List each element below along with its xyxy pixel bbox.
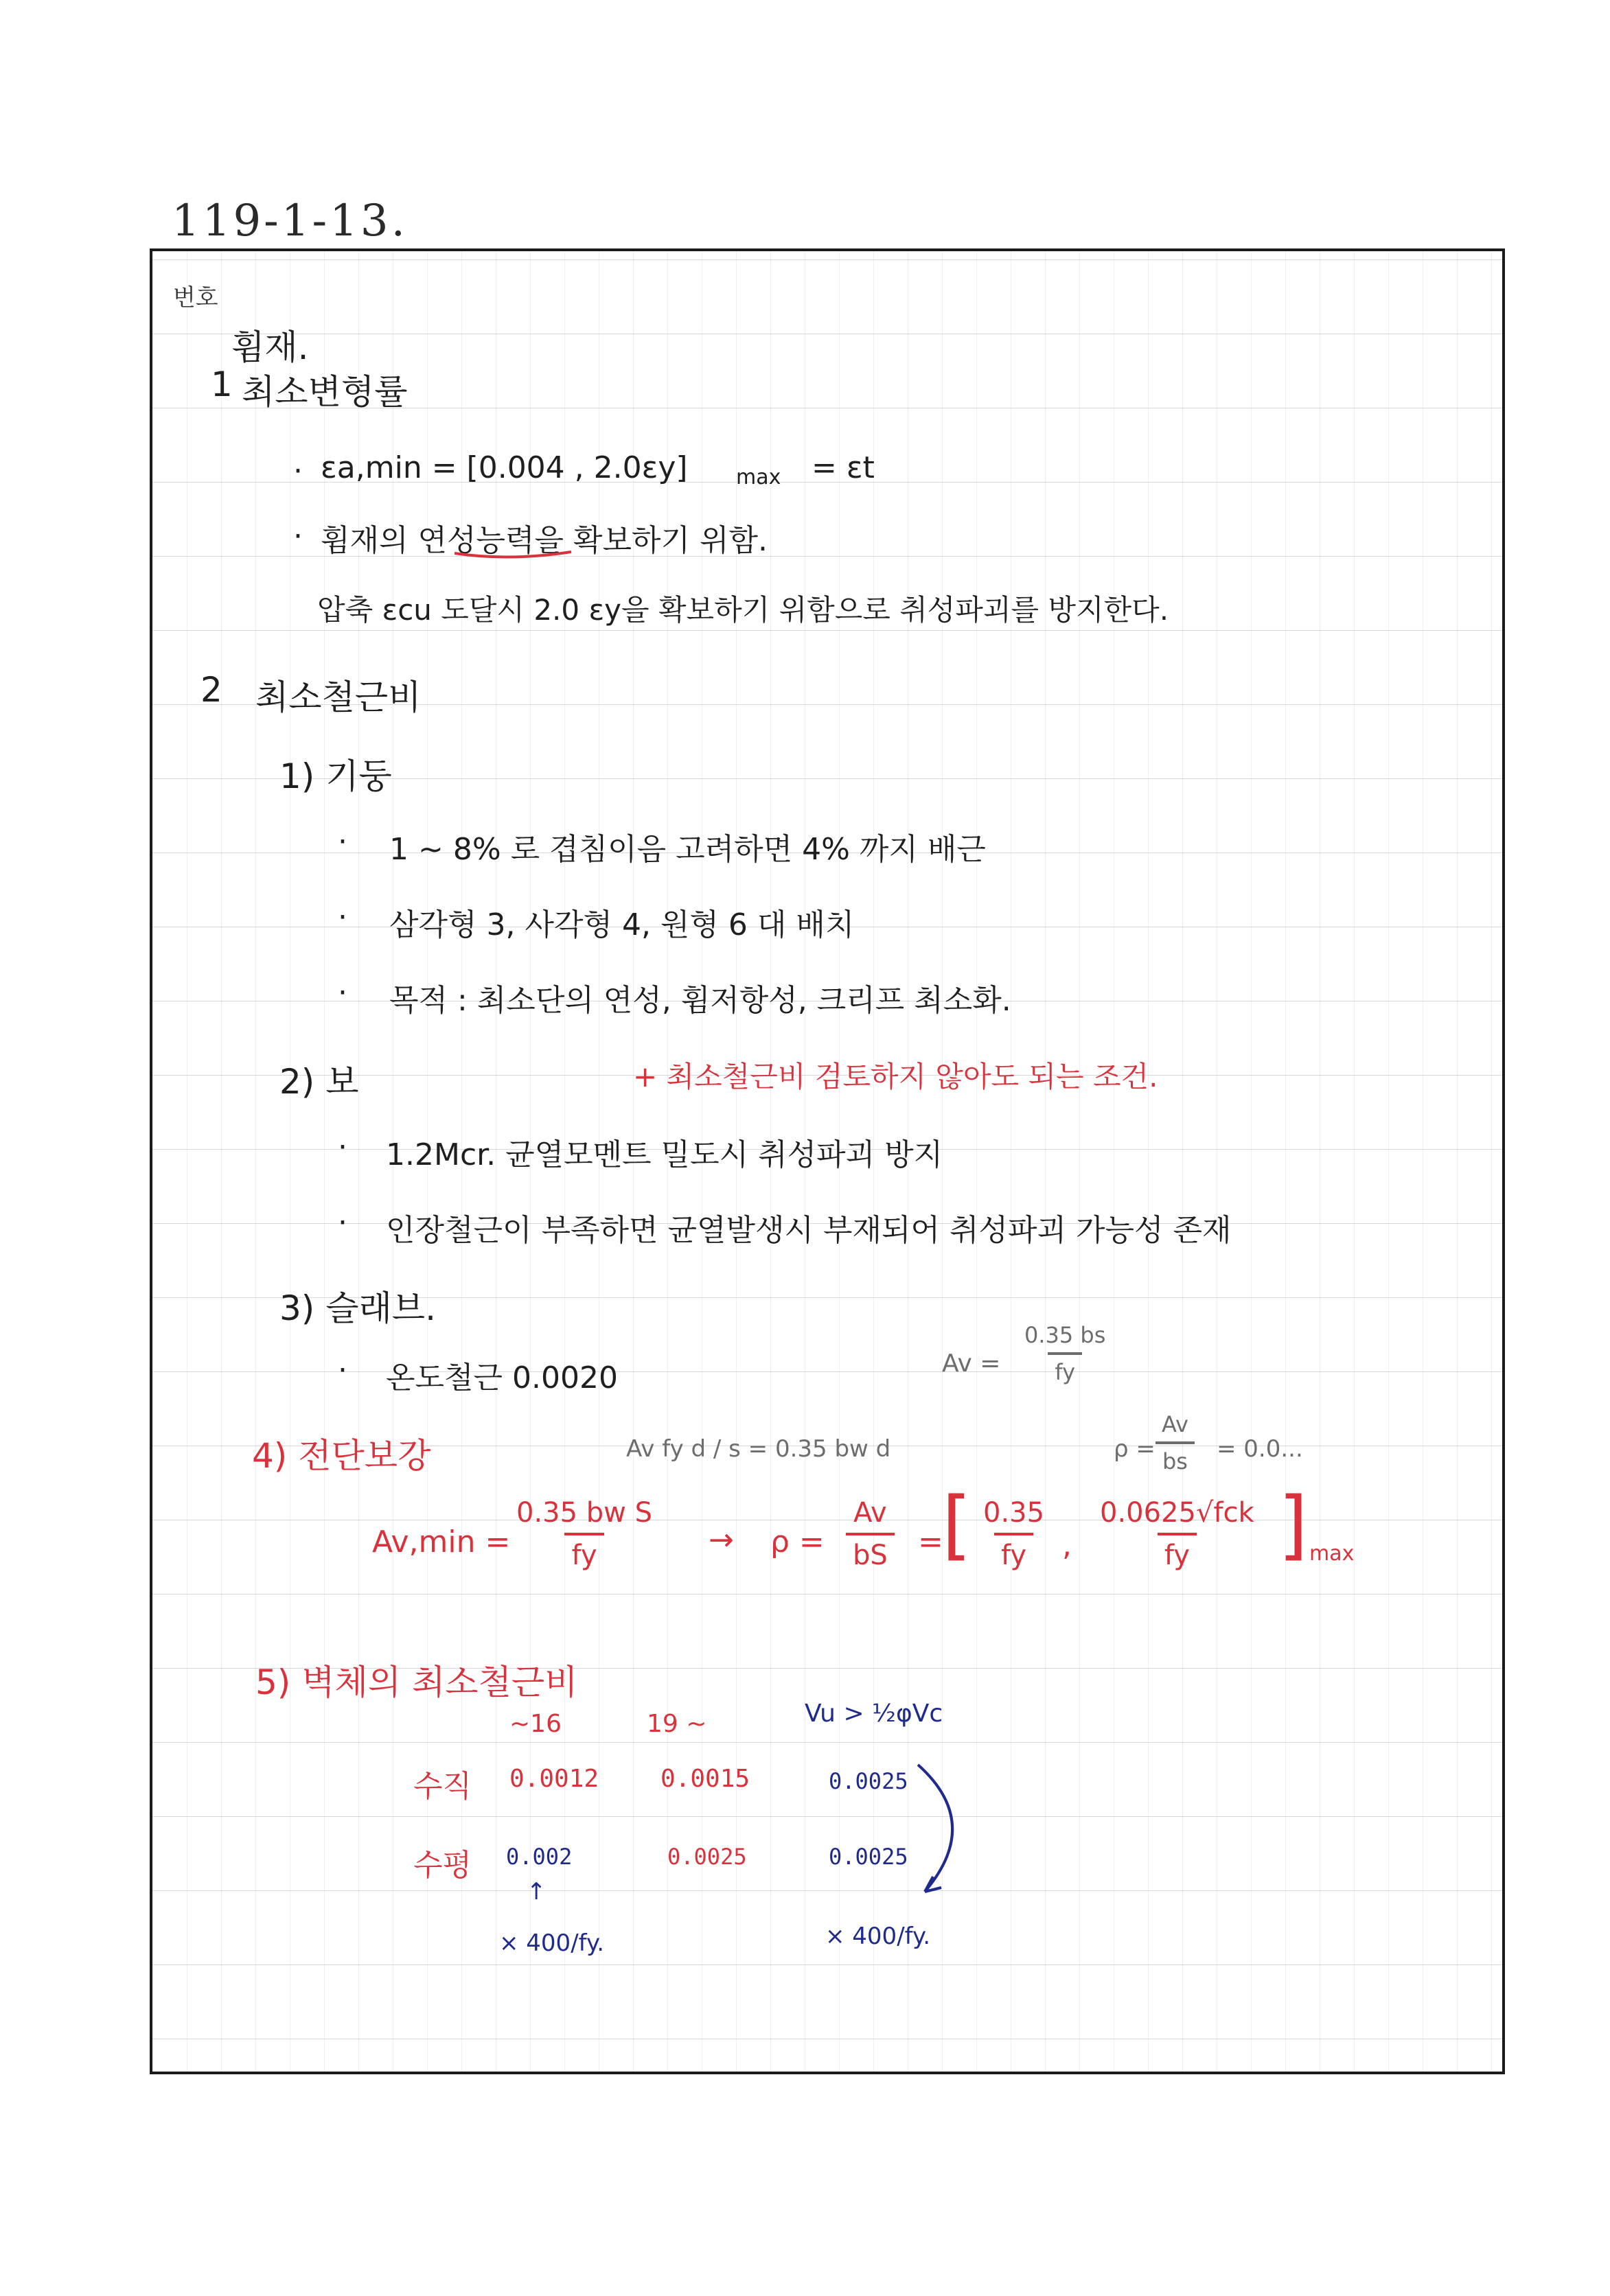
- wall-note-1: × 400/fy.: [499, 1929, 605, 1957]
- slab-bullet-1: ·: [338, 1353, 347, 1388]
- shear-gray-tail: = 0.0...: [1217, 1435, 1303, 1463]
- column-item-1: 1 ~ 8% 로 겹침이음 고려하면 4% 까지 배근: [389, 832, 986, 867]
- wall-row2-v3: 0.0025: [829, 1844, 908, 1870]
- wall-row1-v3: 0.0025: [829, 1768, 908, 1794]
- s1-line-2-text: 휨재의 연성능력을 확보하기 위함.: [321, 523, 768, 558]
- beam-bullet-2: ·: [338, 1205, 347, 1240]
- wall-note-2: × 400/fy.: [825, 1923, 931, 1950]
- shear-den-3: fy: [994, 1533, 1033, 1571]
- wall-row1-v1: 0.0012: [509, 1765, 599, 1793]
- shear-bracket-right: ]: [1278, 1481, 1308, 1568]
- shear-comma: ,: [1062, 1528, 1072, 1563]
- wall-row2-v1: 0.002: [506, 1844, 573, 1870]
- column-bullet-1: ·: [338, 824, 347, 859]
- beam-item-2: 인장철근이 부족하면 균열발생시 부재되어 취성파괴 가능성 존재: [386, 1213, 1232, 1248]
- wall-row1-label: 수직: [413, 1769, 472, 1804]
- beam-bullet-1: ·: [338, 1130, 347, 1165]
- s1-equation-lhs: εa,min = [0.004 , 2.0εy]: [321, 450, 688, 485]
- slab-side-num: 0.35 bs: [1024, 1322, 1106, 1348]
- wall-row2-label: 수평: [413, 1848, 472, 1883]
- slab-label: 3) 슬래브.: [279, 1288, 437, 1328]
- shear-num-1: 0.35 bw S: [516, 1497, 652, 1529]
- column-label: 1) 기둥: [279, 756, 392, 796]
- slab-side-den: fy: [1048, 1352, 1082, 1385]
- slab-item-1: 온도철근 0.0020: [386, 1360, 618, 1395]
- s2-number: 2: [200, 670, 222, 710]
- sheet-label: 번호: [173, 284, 218, 312]
- shear-bracket-left: [: [942, 1481, 971, 1568]
- s2-heading: 최소철근비: [255, 677, 422, 717]
- s1-bullet-1: ·: [293, 454, 303, 489]
- wall-col-h2: 19 ~: [647, 1710, 707, 1738]
- wall-row1-v2: 0.0015: [660, 1765, 750, 1793]
- s1-equation-sub: max: [736, 465, 781, 489]
- shear-num-4: 0.0625√fck: [1100, 1497, 1254, 1529]
- s1-equation-rhs: = εt: [812, 450, 875, 485]
- page-id: 119-1-13.: [172, 196, 408, 246]
- section-title: 휨재.: [231, 327, 309, 367]
- wall-curve-bracket: [918, 1765, 952, 1892]
- shear-num-3: 0.35: [983, 1497, 1045, 1529]
- shear-gray-rho: ρ =: [1114, 1435, 1155, 1463]
- shear-rho: ρ =: [770, 1524, 825, 1559]
- shear-label: 4) 전단보강: [252, 1436, 431, 1476]
- column-bullet-2: ·: [338, 900, 347, 935]
- s1-red-underline: [455, 552, 571, 557]
- column-item-3: 목적 : 최소단의 연성, 휨저항성, 크리프 최소화.: [389, 983, 1011, 1018]
- wall-label: 5) 벽체의 최소철근비: [255, 1662, 578, 1702]
- note-sheet: [150, 248, 1505, 2074]
- s1-number: 1: [211, 364, 233, 404]
- shear-arrow: →: [709, 1522, 734, 1557]
- shear-den-1: fy: [564, 1533, 603, 1571]
- shear-num-2: Av: [853, 1497, 887, 1529]
- column-item-2: 삼각형 3, 사각형 4, 원형 6 대 배치: [389, 907, 855, 942]
- wall-curve-arrowhead: [925, 1877, 941, 1892]
- annotation-overlay: [152, 251, 1505, 2074]
- s1-bullet-2: ·: [293, 519, 303, 554]
- shear-lhs: Av,min =: [372, 1524, 511, 1559]
- shear-gray-num: Av: [1162, 1411, 1188, 1437]
- wall-row2-v2: 0.0025: [667, 1844, 747, 1870]
- shear-den-2: bS: [846, 1533, 895, 1571]
- beam-item-1: 1.2Mcr. 균열모멘트 밀도시 취성파괴 방지: [386, 1137, 943, 1172]
- wall-col-h1: ~16: [509, 1710, 562, 1738]
- wall-up-arrow: ↑: [527, 1878, 547, 1905]
- column-bullet-3: ·: [338, 975, 347, 1010]
- slab-side-lhs: Av =: [942, 1349, 1001, 1378]
- shear-max-sub: max: [1309, 1542, 1355, 1566]
- beam-red-note: + 최소철근비 검토하지 않아도 되는 조건.: [633, 1060, 1158, 1093]
- shear-den-4: fy: [1158, 1533, 1197, 1571]
- shear-equals: =: [918, 1524, 943, 1559]
- shear-gray-eq: Av fy d / s = 0.35 bw d: [626, 1435, 891, 1463]
- s1-line-3: 압축 εcu 도달시 2.0 εy을 확보하기 위함으로 취성파괴를 방지한다.: [317, 593, 1169, 627]
- wall-col-h3: Vu > ½φVc: [805, 1700, 943, 1728]
- beam-label: 2) 보: [279, 1062, 359, 1102]
- s1-heading: 최소변형률: [242, 372, 408, 412]
- shear-gray-den: bs: [1155, 1441, 1195, 1474]
